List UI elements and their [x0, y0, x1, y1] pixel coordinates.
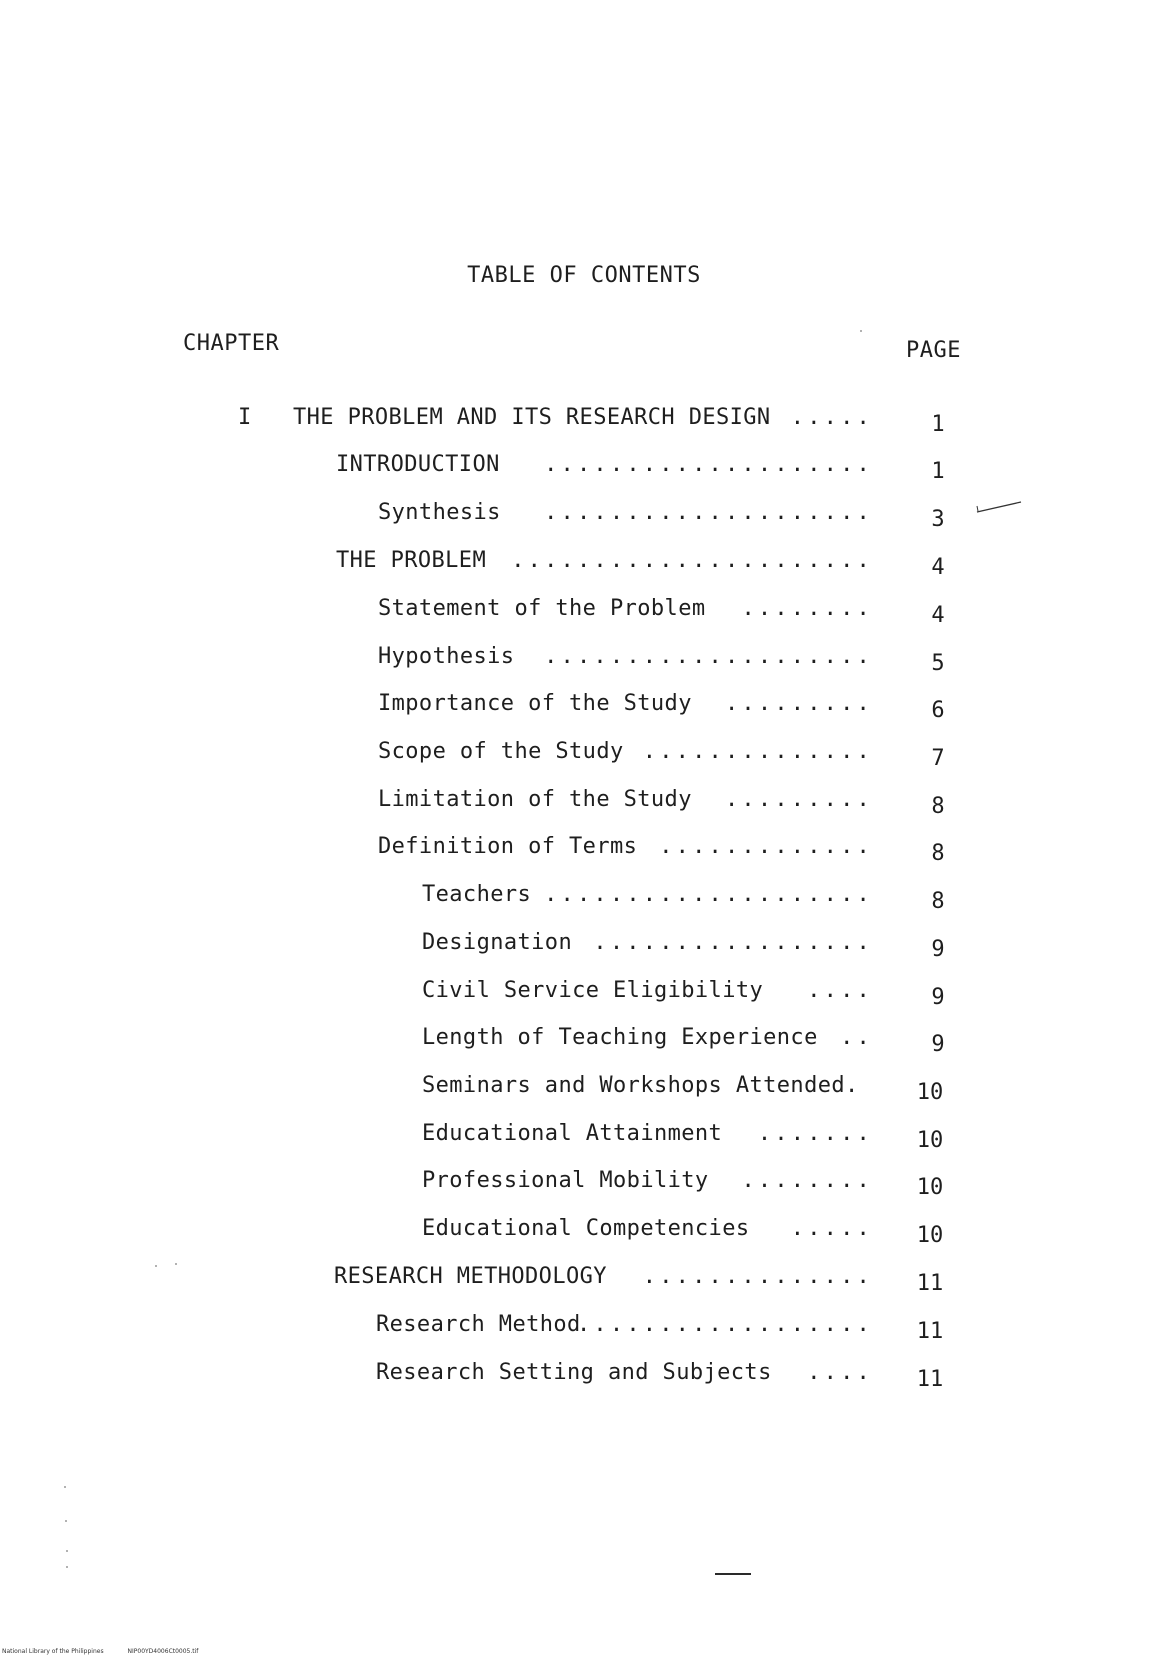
toc-entry: [336, 548, 873, 578]
page-bottom-mark: [715, 1573, 751, 1575]
toc-entry: [422, 1025, 873, 1055]
toc-entry-leader: ........: [741, 1168, 873, 1193]
toc-entry-leader: .................: [593, 930, 873, 955]
toc-entry-title: Importance of the Study: [378, 691, 692, 716]
toc-entry-leader: .....: [790, 405, 873, 430]
toc-entry: [334, 1264, 873, 1294]
toc-entry-page: 11: [916, 1271, 944, 1296]
toc-entry: [376, 1312, 873, 1342]
toc-entry-leader: ......................: [511, 548, 873, 573]
toc-entry-page: 9: [931, 985, 945, 1010]
scan-speck: [155, 1265, 157, 1267]
toc-entry-title: Seminars and Workshops Attended.: [422, 1073, 859, 1098]
toc-entry-title: Teachers: [422, 882, 532, 907]
toc-entry-title: Statement of the Problem: [378, 596, 706, 621]
toc-entry-leader: ....: [807, 1360, 873, 1385]
toc-entry-leader: .........: [724, 691, 873, 716]
toc-entry: [422, 978, 873, 1008]
toc-entry-page: 10: [916, 1175, 944, 1200]
toc-entry-title: Research Method: [376, 1312, 581, 1337]
toc-entry: [422, 1121, 873, 1151]
toc-entry-page: 1: [931, 412, 945, 437]
chapter-number: I: [238, 405, 252, 430]
toc-entry-page: 8: [931, 794, 945, 819]
toc-entry: [293, 405, 873, 435]
toc-entry: [422, 1216, 873, 1246]
toc-entry-leader: ....................: [544, 644, 873, 669]
toc-entry-leader: ....................: [544, 500, 873, 525]
toc-entry: [378, 691, 873, 721]
toc-entry-leader: ....................: [544, 882, 873, 907]
footer-library: National Library of the Philippines: [2, 1648, 104, 1655]
toc-entry-leader: ..............: [642, 739, 873, 764]
toc-entry: [378, 500, 873, 530]
toc-entry-title: THE PROBLEM AND ITS RESEARCH DESIGN: [293, 405, 771, 430]
scan-speck: [66, 1550, 68, 1552]
toc-entry: [422, 930, 873, 960]
toc-entry-leader: ....................: [544, 452, 873, 477]
toc-entry-page: 5: [931, 651, 945, 676]
toc-entry-page: 9: [931, 937, 945, 962]
toc-entry: [376, 1360, 873, 1390]
scan-speck: [64, 1486, 66, 1488]
toc-entry: [378, 596, 873, 626]
toc-entry-leader: ..: [840, 1025, 873, 1050]
toc-entry-page: 10: [916, 1223, 944, 1248]
toc-entry-page: 10: [916, 1128, 944, 1153]
toc-entry-page: 7: [931, 746, 945, 771]
toc-entry-title: Educational Attainment: [422, 1121, 723, 1146]
chapter-column-header: CHAPTER: [183, 331, 280, 356]
toc-entry-title: Definition of Terms: [378, 834, 638, 859]
toc-entry-title: Educational Competencies: [422, 1216, 750, 1241]
toc-entry-leader: ....: [807, 978, 873, 1003]
toc-entry-title: RESEARCH METHODOLOGY: [334, 1264, 607, 1289]
scan-footer: [2, 1648, 220, 1655]
toc-entry: [422, 882, 873, 912]
toc-entry: [336, 452, 873, 482]
toc-entry-leader: .........: [724, 787, 873, 812]
toc-entry-title: Civil Service Eligibility: [422, 978, 764, 1003]
toc-entry: [378, 739, 873, 769]
toc-entry-leader: ..................: [576, 1312, 873, 1337]
toc-entry: [378, 787, 873, 817]
footer-file-id: NIP00YD4006Ct0005.tif: [127, 1648, 199, 1655]
toc-entry-page: 4: [931, 603, 945, 628]
toc-entry: [378, 834, 873, 864]
scan-speck: [66, 1566, 68, 1568]
toc-entry-leader: .....: [790, 1216, 873, 1241]
toc-entry: [378, 644, 873, 674]
toc-entry-page: 1: [931, 459, 945, 484]
toc-entry-page: 4: [931, 555, 945, 580]
toc-entry-title: Research Setting and Subjects: [376, 1360, 772, 1385]
toc-entry-page: 11: [916, 1367, 944, 1392]
scan-speck: [65, 1520, 67, 1522]
toc-entry-title: INTRODUCTION: [336, 452, 500, 477]
toc-entry-page: 10: [916, 1080, 944, 1105]
toc-entry-page: 9: [931, 1032, 945, 1057]
toc-entry-title: Synthesis: [378, 500, 501, 525]
toc-entry-title: Professional Mobility: [422, 1168, 709, 1193]
toc-entry-title: Length of Teaching Experience: [422, 1025, 818, 1050]
toc-entry-leader: .............: [659, 834, 873, 859]
toc-entry-page: 8: [931, 841, 945, 866]
toc-entry-leader: ........: [741, 596, 873, 621]
toc-entry-page: 3: [931, 507, 945, 532]
toc-entry-leader: ..............: [642, 1264, 873, 1289]
page-column-header: PAGE: [906, 338, 961, 363]
toc-entry-title: Limitation of the Study: [378, 787, 692, 812]
toc-entry-page: 8: [931, 889, 945, 914]
toc-entry-title: Scope of the Study: [378, 739, 624, 764]
toc-entry-title: Designation: [422, 930, 573, 955]
page-title: TABLE OF CONTENTS: [467, 263, 701, 288]
toc-entry: [422, 1168, 873, 1198]
toc-entry-title: Hypothesis: [378, 644, 515, 669]
scan-speck: [175, 1263, 177, 1265]
scan-speck: [860, 330, 862, 332]
toc-entry: [422, 1073, 873, 1103]
toc-entry-page: 11: [916, 1319, 944, 1344]
toc-entry-page: 6: [931, 698, 945, 723]
pencil-margin-mark: [975, 500, 1023, 514]
toc-entry-leader: .......: [757, 1121, 873, 1146]
toc-entry-title: THE PROBLEM: [336, 548, 487, 573]
